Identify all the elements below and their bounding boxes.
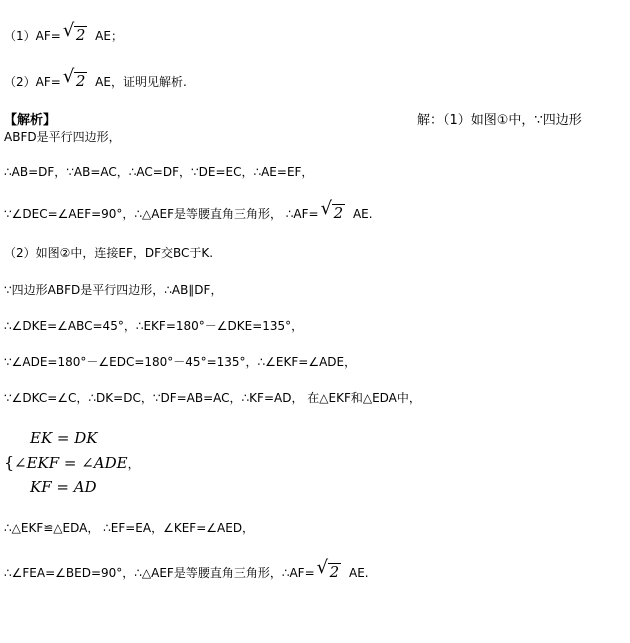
analysis-line-c [4, 198, 373, 222]
analysis-line-b: ∴AB=DF，∵AB=AC，∴AC=DF，∵DE=EC，∴AE=EF， [4, 165, 314, 179]
sqrt-symbol: √ 2 [62, 66, 86, 90]
system-brace: { [4, 453, 15, 472]
answer-1-prefix: （1）AF= [4, 29, 61, 43]
analysis-line-h: ∵∠DKC=∠C，∴DK=DC，∵DF=AB=AC，∴KF=AD， 在△EKF和△EDA中， [4, 391, 421, 405]
sqrt-radicand: 2 [329, 563, 340, 581]
answer-line-2 [4, 66, 187, 90]
analysis-heading: 【解析】 [4, 113, 57, 128]
sqrt-symbol: √ 2 [62, 20, 86, 44]
line-j-suffix: AE. [345, 566, 369, 580]
system-eq-1: EK = DK [30, 429, 98, 447]
analysis-line-f: ∴∠DKE=∠ABC=45°，∴EKF=180°－∠DKE=135°， [4, 319, 304, 333]
sqrt-symbol: √ 2 [320, 198, 344, 222]
sqrt-radicand: 2 [333, 204, 344, 222]
analysis-line-d: （2）如图②中，连接EF，DF交BC于K. [4, 246, 214, 260]
analysis-line-i: ∴△EKF≌△EDA， ∴EF=EA，∠KEF=∠AED， [4, 521, 255, 535]
analysis-line-j [4, 557, 369, 581]
sqrt-radicand: 2 [75, 72, 86, 90]
answer-2-prefix: （2）AF= [4, 75, 61, 89]
analysis-line-g: ∵∠ADE=180°－∠EDC=180°－45°=135°，∴∠EKF=∠ADE， [4, 355, 357, 369]
system-eq-2-tail: ， [127, 457, 140, 471]
line-c-suffix: AE. [349, 207, 373, 221]
line-c-prefix: ∵∠DEC=∠AEF=90°，∴△AEF是等腰直角三角形， ∴AF= [4, 207, 319, 221]
answer-2-suffix: AE，证明见解析. [91, 75, 187, 89]
system-eq-2-text: ∠EKF = ∠ADE [14, 454, 128, 472]
sqrt-symbol: √ 2 [316, 557, 340, 581]
answer-1-suffix: AE； [91, 29, 123, 43]
analysis-line-e: ∵四边形ABFD是平行四边形，∴AB∥DF， [4, 283, 223, 297]
line-j-prefix: ∴∠FEA=∠BED=90°，∴△AEF是等腰直角三角形，∴AF= [4, 566, 315, 580]
analysis-right-text: 解：（1）如图①中，∵四边形 [417, 113, 582, 128]
sqrt-radicand: 2 [75, 26, 86, 44]
analysis-line-a: ABFD是平行四边形， [4, 130, 121, 144]
system-eq-2 [14, 454, 140, 473]
system-eq-3: KF = AD [30, 478, 97, 496]
answer-line-1 [4, 20, 123, 44]
